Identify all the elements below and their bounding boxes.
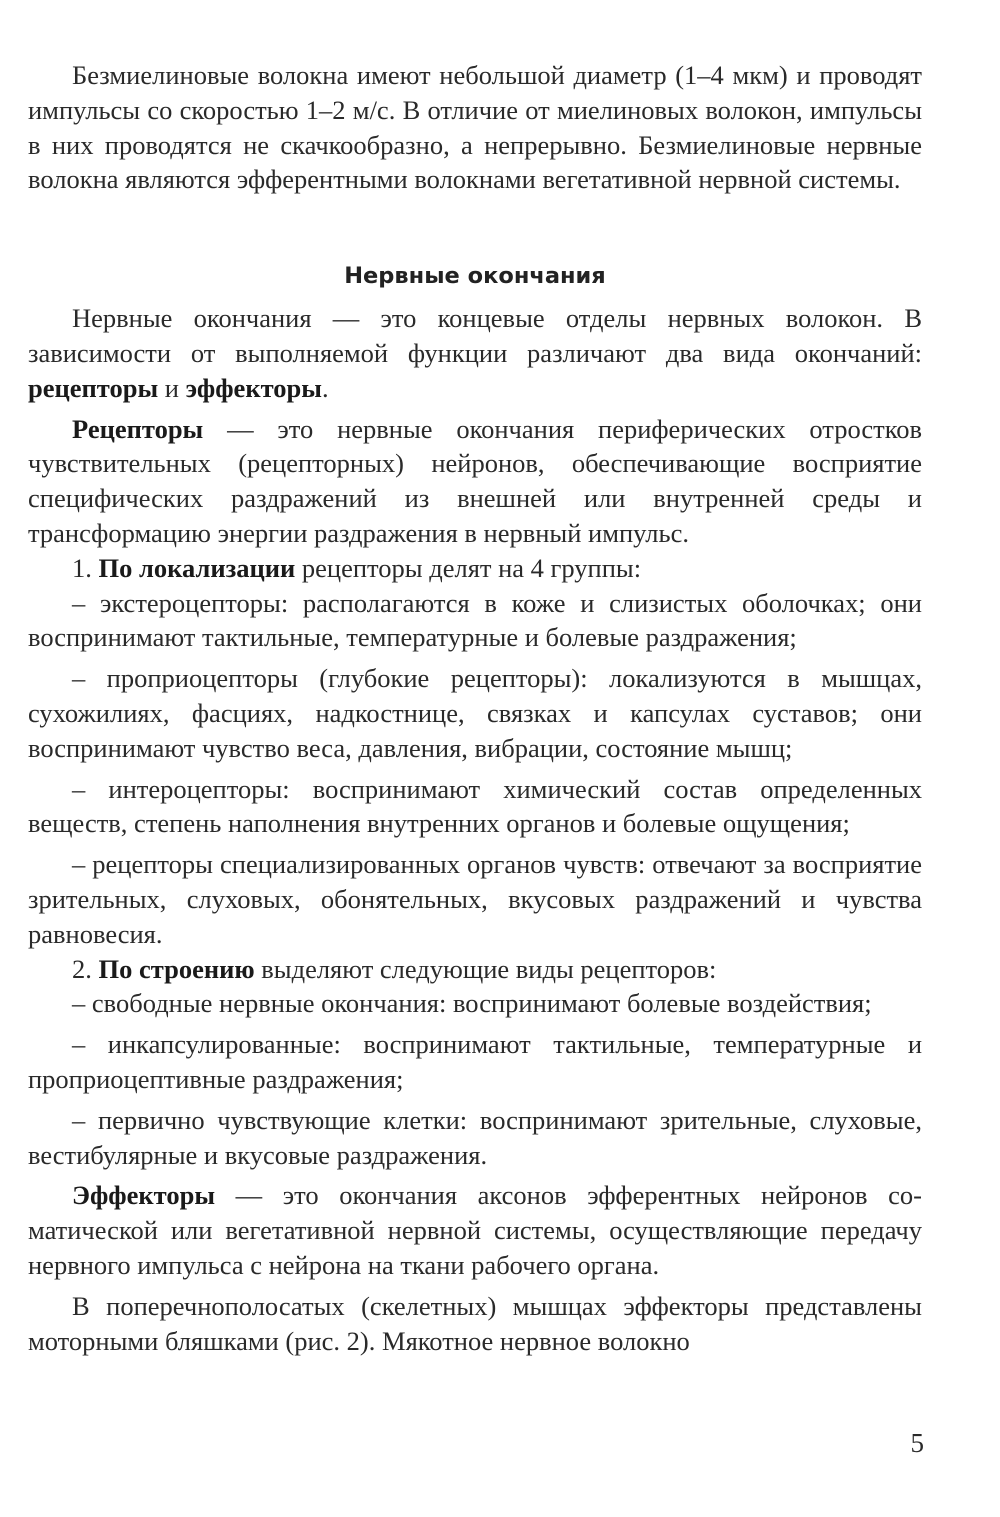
definition-text: Нервные окончания — это концевые отделы нервных волокон. В зависимости от выполняемой функции различают два вида окончаний:: [28, 303, 922, 368]
list-item-encapsulated: – инкапсулированные: воспринимают тактильные, температурные и проприоцептивные раздражения;: [28, 1029, 922, 1094]
definition-conjunction: и: [158, 372, 186, 403]
location-number: 1.: [72, 552, 99, 583]
list-item-proprioceptors: – проприоцепторы (глубокие рецепторы): локализуются в мышцах, сухожилиях, фасциях, надкостнице, связках и капсулах суставов; они воспринимают чувство веса, давления, вибрации, состояние мышц;: [28, 663, 922, 763]
definition-paragraph: [28, 301, 922, 405]
intro-paragraph: Безмиелиновые волокна имеют небольшой диаметр (1–4 мкм) и проводят импульсы со скоростью 1–2 м/с. В отличие от миелиновых волокон, импульсы в них проводятся не скачкообразно, а непрерывно. Безмиелиновые нервные волокна являются эфферентными волокнами вегетативной нервной системы.: [28, 60, 922, 195]
receptors-term: Рецепторы: [72, 413, 204, 444]
page-number: 5: [910, 1428, 924, 1458]
location-heading-paragraph: [28, 551, 922, 586]
term-receptors: рецепторы: [28, 372, 159, 403]
list-item-exteroceptors: – экстероцепторы: располагаются в коже и слизистых оболочках; они воспринимают тактильные, температурные и болевые раздражения;: [28, 587, 922, 653]
term-effectors: эффекторы: [185, 372, 322, 403]
section-heading: Нервные окончания: [344, 263, 606, 290]
effectors-paragraph: [28, 1178, 922, 1282]
location-text: рецепторы делят на 4 группы:: [295, 552, 642, 583]
receptors-text: — это нервные окончания периферических отростков чувствительных (рецепторных) нейронов, обеспечивающие восприятие специфических раздражений из внешней или внутренней среды и трансформацию энергии раздражения в нервный импульс.: [28, 413, 922, 548]
structure-heading-paragraph: [28, 952, 922, 987]
list-item-primary-cells: – первично чувствующие клетки: воспринимают зрительные, слуховые, вестибулярные и вкусовые раздражения.: [28, 1104, 922, 1170]
definition-end: .: [321, 372, 329, 403]
effectors-term: Эффекторы: [72, 1180, 216, 1211]
skeletal-muscle-paragraph: В поперечнополосатых (скелетных) мышцах эффекторы представлены моторными бляшками (рис. 2). Мякотное нервное волокно: [28, 1290, 922, 1356]
list-item-interoceptors: – интероцепторы: воспринимают химический состав определенных веществ, степень наполнения внутренних органов и болевые ощущения;: [28, 773, 922, 839]
list-item-special-senses: – рецепторы специализированных органов чувств: отвечают за восприятие зрительных, слуховых, обонятельных, вкусовых раздражений и чувства равновесия.: [28, 849, 922, 949]
location-term: По локализации: [98, 552, 296, 583]
page-content: [28, 58, 922, 1358]
structure-term: По строению: [98, 953, 255, 984]
list-item-free-endings: – свободные нервные окончания: воспринимают болевые воздействия;: [72, 988, 872, 1019]
structure-text: выделяют следующие виды рецепторов:: [254, 953, 717, 984]
receptors-paragraph: [28, 412, 922, 551]
effectors-text: — это окончания аксонов эфферентных нейронов соматической или вегетативной нервной системы, осуществляющие передачу нервного импульса с нейрона на ткани рабочего органа.: [28, 1180, 922, 1280]
structure-number: 2.: [72, 953, 99, 984]
